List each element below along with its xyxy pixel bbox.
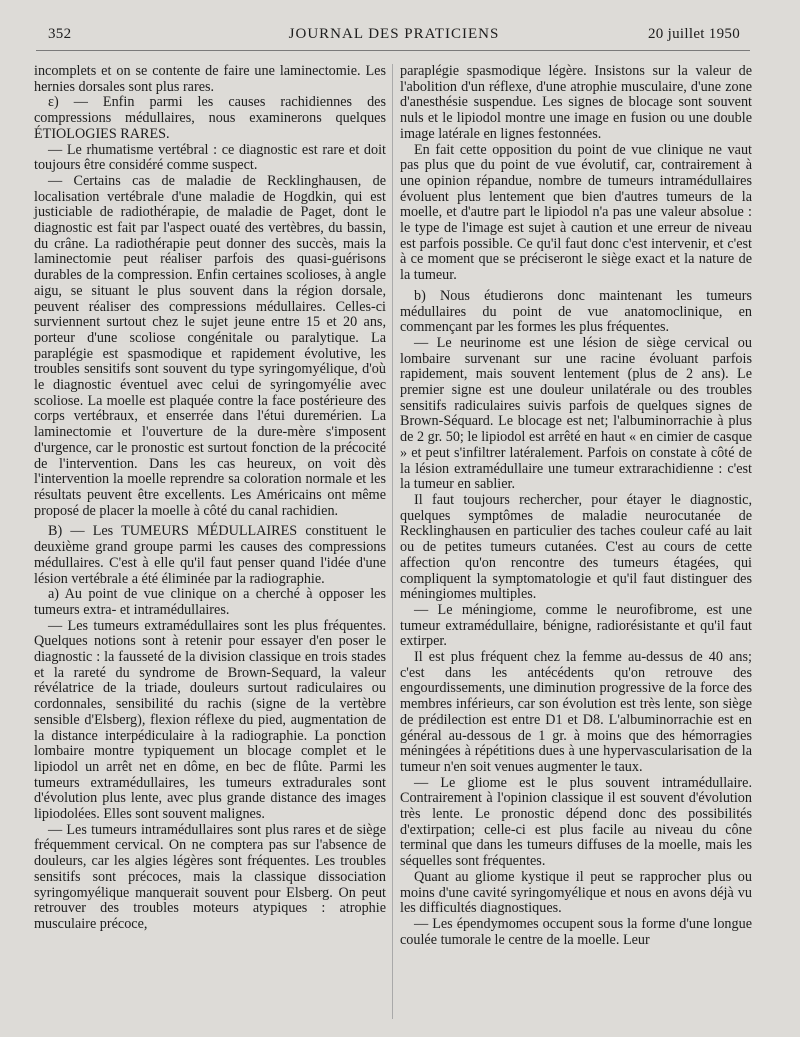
journal-title: JOURNAL DES PRATICIENS (288, 26, 500, 42)
paragraph: b) Nous étudierons donc maintenant les tumeurs médullaires du point de vue anatomoclinique, en commençant par les formes les plus fréquentes. (400, 287, 752, 336)
paragraph: — Les tumeurs extramédullaires sont les plus fréquentes. Quelques notions sont à retenir pour essayer d'en poser le diagnostic : la fausseté de la division classique en trois stades et la rareté du syndrome de Brown-Sequard, la valeur révélatrice de la triade, douleurs surtout radiculaires ou cordonnales, sensibilité du rachis (signe de la vertèbre sensible d'Elsberg), flexion réflexe du pied, augmentation de la distance interpédiculaire à la radiographie. La ponction lombaire montre typiquement un blocage complet et le lipiodol un arrêt net en dôme, en bec de flûte. Parmi les tumeurs extramédullaires, les tumeurs extradurales sont d'évolution plus lente, avec plus grande distance des images lipiodolées. Elles sont souvent malignes. (34, 617, 386, 823)
paragraph: — Le rhumatisme vertébral : ce diagnostic est rare et doit toujours être considéré comme suspect. (34, 141, 386, 174)
right-column (400, 64, 752, 948)
page-header (48, 22, 740, 48)
paragraph: — Le méningiome, comme le neurofibrome, est une tumeur extramédullaire, bénigne, radiorésistante et qu'il faut extirper. (400, 601, 752, 650)
paragraph: ε) — Enfin parmi les causes rachidiennes des compressions médullaires, nous examinerons quelques ÉTIOLOGIES RARES. (34, 94, 386, 142)
paragraph: incomplets et on se contente de faire une laminectomie. Les hernies dorsales sont plus rares. (34, 63, 386, 95)
paragraph: paraplégie spasmodique légère. Insistons sur la valeur de l'abolition d'un réflexe, d'une atrophie musculaire, d'une zone d'anesthésie suspendue. Les signes de blocage sont souvent nuls et le lipiodol montre une image en fusion ou une double image latérale en lignes festonnées. (400, 63, 752, 142)
issue-date: 20 juillet 1950 (648, 26, 740, 42)
paragraph: — Le neurinome est une lésion de siège cervical ou lombaire survenant sur une racine évoluant parfois rapidement, mais souvent lentement (plus de 2 ans). Le premier signe est une douleur unilatérale ou des troubles sensitifs radiculaires suivis parfois de quelques signes de Brown-Séquard. Le blocage est net; l'albuminorrachie à plus de 2 gr. 50; le lipiodol est arrêté en haut « en cimier de casque » et peut s'infiltrer latéralement. Parfois on constate à côté de la lésion extramédullaire une tumeur extrarachidienne : c'est la tumeur en sablier. (400, 334, 752, 493)
paragraph: B) — Les TUMEURS MÉDULLAIRES constituent le deuxième grand groupe parmi les causes des compressions médullaires. C'est à elle qu'il faut penser quand l'idée d'une lésion vertébrale a été éliminée par la radiographie. (34, 523, 386, 587)
header-rule (36, 50, 750, 51)
paragraph: Il est plus fréquent chez la femme au-dessus de 40 ans; c'est dans les antécédents qu'on retrouve des engourdissements, une diminution progressive de la force des membres inférieurs, car son évolution est très lente, son siège de prédilection est entre D1 et D8. L'albuminorrachie est en général au-dessous de 1 gr. à moins que des hémorragies méningées à répétitions dues à une hypervascularisation de la tumeur n'en soit venues augmenter le taux. (400, 649, 752, 775)
paragraph: — Certains cas de maladie de Recklinghausen, de localisation vertébrale d'une maladie de Hogdkin, qui est justiciable de radiothérapie, de maladie de Paget, dont le diagnostic est fait par l'aspect ouaté des vertèbres, du bassin, du crâne. La radiothérapie peut donner des succès, mais la laminectomie peut réaliser parfois des quasi-guérisons durables de la compression. Enfin certaines scolioses, à angle aigu, se situant le plus souvent dans la région dorsale, peuvent réaliser des compressions médullaires. Celles-ci surviennent surtout chez le sujet jeune entre 15 et 20 ans, porteur d'une scoliose congénitale ou paralytique. La paraplégie est spasmodique et rapidement évolutive, les troubles sensitifs sont souvent du type syringomyélique, d'où le diagnostic éventuel avec celui de syringomyélie avec scoliose. La moelle est plaquée contre la face postérieure des corps vertébraux, et enserrée dans l'étui duremérien. La laminectomie et l'ouverture de la dure-mère s'imposent d'urgence, car le pronostic est surtout fonction de la précocité de l'intervention. Dans les cas heureux, on voit dès l'intervention la moelle reprendre sa coloration normale et les résultats peuvent être excellents. Les Américains ont même proposé de placer la moelle à côté du canal rachidien. (34, 172, 386, 519)
paragraph: Il faut toujours rechercher, pour étayer le diagnostic, quelques symptômes de maladie neurocutanée de Recklinghausen en particulier des taches couleur café au lait ou de petites tumeurs cutanées. C'est au cours de cette affection qu'on rencontre des tumeurs étagées, qui compliquent la symptomatologie et qu'il faut distinguer des méningiomes multiples. (400, 491, 752, 603)
paragraph: En fait cette opposition du point de vue clinique ne vaut pas plus que du point de vue évolutif, car, contrairement à une opinion répandue, nombre de tumeurs intramédullaires évoluent plus lentement que bien d'autres tumeurs de la moelle, et d'autre part le lipiodol n'a pas une valeur absolue : le type de l'image est sujet à caution et une erreur de niveau est parfois possible. Ce qu'il faut donc c'est intervenir, et c'est à ce moment que se préciseront le siège exact et la nature de la tumeur. (400, 141, 752, 284)
paragraph: Quant au gliome kystique il peut se rapprocher plus ou moins d'une cavité syringomyélique et nous en avons déjà vu les difficultés diagnostiques. (400, 868, 752, 917)
paragraph: a) Au point de vue clinique on a cherché à opposer les tumeurs extra- et intramédullaires. (34, 586, 386, 618)
column-divider (392, 64, 393, 1019)
paragraph: — Les épendymomes occupent sous la forme d'une longue coulée tumorale le centre de la moelle. Leur (400, 915, 752, 948)
page-number: 352 (48, 26, 72, 42)
paragraph: — Le gliome est le plus souvent intramédullaire. Contrairement à l'opinion classique il est souvent d'évolution très lente. Le pronostic dépend donc des possibilités d'extirpation; celle-ci est plus facile au niveau du cône terminal que dans les tumeurs diffuses de la moelle, mais les séquelles sont fréquentes. (400, 774, 752, 870)
left-column (34, 64, 386, 933)
paragraph: — Les tumeurs intramédullaires sont plus rares et de siège fréquemment cervical. On ne comptera pas sur l'absence de douleurs, car les algies légères sont fréquentes. Les troubles sensitifs sont précoces, mais la classique dissociation syringomyélique manquerait souvent pour Elsberg. On peut retrouver des troubles moteurs atypiques : atrophie musculaire précoce, (34, 821, 386, 932)
